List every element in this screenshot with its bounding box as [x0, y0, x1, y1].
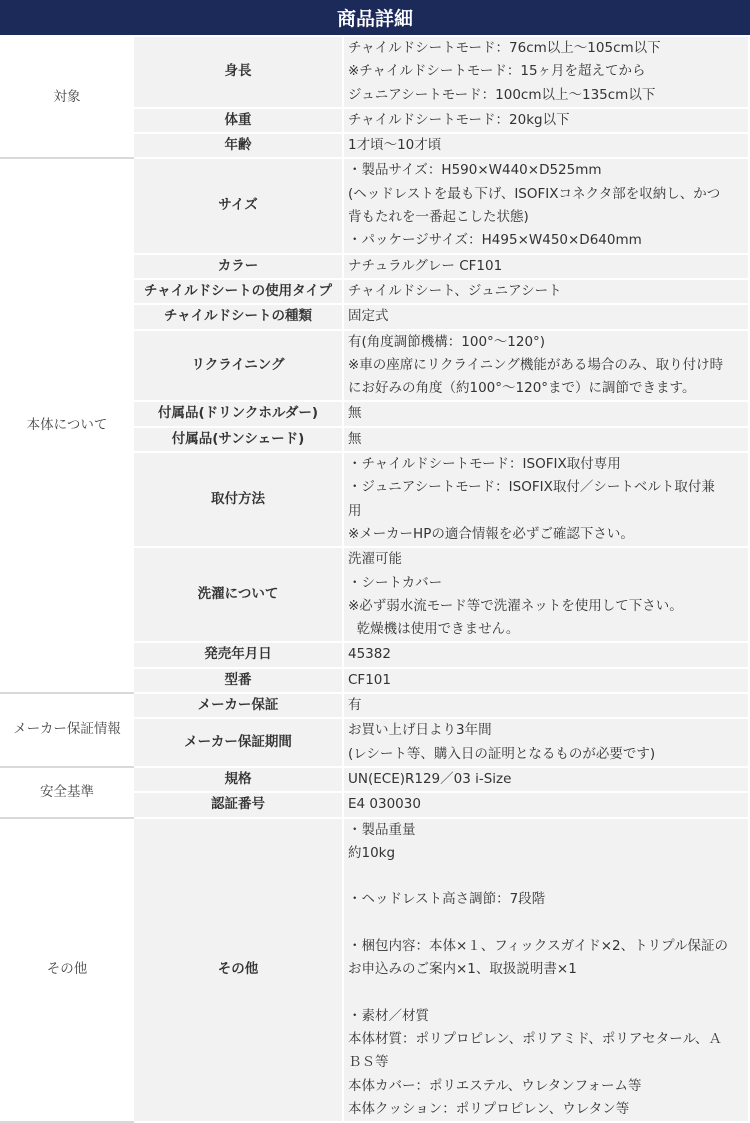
spec-item-label: メーカー保証: [133, 693, 343, 718]
spec-value-line: 固定式: [348, 308, 389, 325]
spec-value-line: (ヘッドレストを最も下げ、ISOFIXコネクタ部を収納し、かつ: [348, 185, 721, 202]
spec-value: [343, 693, 749, 718]
spec-value-line: UN(ECE)R129／03 i-Size: [348, 770, 512, 787]
spec-item-label: 洗濯について: [133, 547, 343, 642]
spec-row: [1, 36, 749, 108]
spec-value: [343, 452, 749, 547]
spec-value-line: ・製品サイズ：H590×W440×D525mm: [348, 162, 602, 179]
spec-value: [343, 36, 749, 108]
spec-item-label: チャイルドシートの使用タイプ: [133, 279, 343, 304]
spec-value-line: チャイルドシート、ジュニアシート: [348, 282, 562, 299]
spec-item-label: チャイルドシートの種類: [133, 304, 343, 329]
spec-item-label: 年齢: [133, 133, 343, 158]
spec-value-line: ＢＳ等: [348, 1054, 389, 1071]
spec-value-line: ・梱包内容：本体×１、フィックスガイド×2、トリプル保証の: [348, 937, 729, 954]
spec-value: [343, 718, 749, 767]
spec-value: [343, 279, 749, 304]
spec-value-line: チャイルドシートモード：20kg以下: [348, 111, 570, 128]
spec-value-line: ※メーカーHPの適合情報を必ずご確認下さい。: [348, 525, 634, 542]
spec-item-label: 身長: [133, 36, 343, 108]
spec-value-line: 用: [348, 502, 362, 519]
spec-value: [343, 547, 749, 642]
spec-item-label: 付属品(サンシェード): [133, 427, 343, 452]
spec-value-line: 本体クッション：ポリプロピレン、ウレタン等: [348, 1101, 630, 1118]
spec-item-label: 付属品(ドリンクホルダー): [133, 401, 343, 426]
spec-value: [343, 818, 749, 1123]
spec-value-line: ※チャイルドシートモード：15ヶ月を超えてから: [348, 63, 646, 80]
spec-value-line: 有: [348, 697, 362, 714]
spec-row: [1, 158, 749, 253]
spec-item-label: サイズ: [133, 158, 343, 253]
spec-item-label: 型番: [133, 668, 343, 693]
spec-row: [1, 767, 749, 792]
spec-value-line: にお好みの角度（約100°～120°まで）に調節できます。: [348, 380, 696, 397]
spec-row: [1, 818, 749, 1123]
spec-value-line: 45382: [348, 646, 391, 663]
spec-table: [0, 35, 750, 1123]
spec-value: [343, 158, 749, 253]
spec-value-line: 乾燥機は使用できません。: [348, 621, 520, 638]
spec-value-line: 無: [348, 430, 362, 447]
spec-value-line: 洗濯可能: [348, 551, 402, 568]
spec-item-label: 発売年月日: [133, 642, 343, 667]
spec-value-line: CF101: [348, 671, 391, 688]
category-label: その他: [1, 818, 133, 1123]
spec-item-label: その他: [133, 818, 343, 1123]
spec-value-line: チャイルドシートモード：76cm以上～105cm以下: [348, 40, 661, 56]
spec-value-line: ・パッケージサイズ：H495×W450×D640mm: [348, 232, 642, 249]
spec-value: [343, 401, 749, 426]
spec-value-line: ※必ず弱水流モード等で洗濯ネットを使用して下さい。: [348, 597, 683, 614]
spec-value-line: ・製品重量: [348, 821, 416, 838]
spec-value: [343, 642, 749, 667]
spec-value-line: お申込みのご案内×1、取扱説明書×1: [348, 961, 577, 978]
spec-value: [343, 767, 749, 792]
spec-value-line: 有(角度調節機構：100°～120°): [348, 333, 546, 350]
spec-value-line: 背もたれを一番起こした状態): [348, 209, 529, 226]
spec-item-label: 体重: [133, 108, 343, 133]
category-label: メーカー保証情報: [1, 693, 133, 767]
spec-value-line: ・ジュニアシートモード：ISOFIX取付／シートベルト取付兼: [348, 479, 715, 496]
spec-item-label: 規格: [133, 767, 343, 792]
category-label: 本体について: [1, 158, 133, 693]
spec-table-body: [1, 36, 749, 1122]
spec-value-line: ・素材／材質: [348, 1007, 429, 1024]
spec-value: [343, 668, 749, 693]
spec-item-label: 認証番号: [133, 792, 343, 817]
spec-value-line: (レシート等、購入日の証明となるものが必要です): [348, 745, 656, 762]
spec-item-label: リクライニング: [133, 330, 343, 402]
spec-value-line: 約10kg: [348, 844, 396, 861]
spec-value: [343, 254, 749, 279]
spec-value-line: 1才頃～10才頃: [348, 137, 442, 154]
spec-value: [343, 133, 749, 158]
spec-value-line: E4 030030: [348, 796, 421, 813]
category-label: 対象: [1, 36, 133, 158]
spec-value-line: ・チャイルドシートモード：ISOFIX取付専用: [348, 456, 621, 473]
spec-value-line: [348, 912, 748, 935]
spec-item-label: カラー: [133, 254, 343, 279]
spec-item-label: 取付方法: [133, 452, 343, 547]
spec-value: [343, 330, 749, 402]
section-title: 商品詳細: [336, 8, 413, 30]
spec-value: [343, 792, 749, 817]
spec-item-label: メーカー保証期間: [133, 718, 343, 767]
spec-row: [1, 693, 749, 718]
spec-value-line: [348, 982, 748, 1005]
spec-value-line: ジュニアシートモード：100cm以上～135cm以下: [348, 86, 656, 103]
spec-value-line: ナチュラルグレー CF101: [348, 257, 503, 274]
spec-value-line: [348, 865, 748, 888]
spec-value-line: ※車の座席にリクライニング機能がある場合のみ、取り付け時: [348, 356, 724, 373]
category-label: 安全基準: [1, 767, 133, 818]
spec-value: [343, 108, 749, 133]
spec-value-line: 無: [348, 405, 362, 422]
section-header: [0, 0, 750, 35]
spec-value-line: ・シートカバー: [348, 574, 443, 591]
spec-value-line: 本体材質：ポリプロピレン、ポリアミド、ポリアセタール、Ａ: [348, 1031, 722, 1048]
spec-value: [343, 304, 749, 329]
spec-value-line: ・ヘッドレスト高さ調節：7段階: [348, 891, 546, 908]
spec-value: [343, 427, 749, 452]
spec-value-line: 本体カバー：ポリエステル、ウレタンフォーム等: [348, 1077, 642, 1094]
spec-value-line: お買い上げ日より3年間: [348, 722, 492, 739]
